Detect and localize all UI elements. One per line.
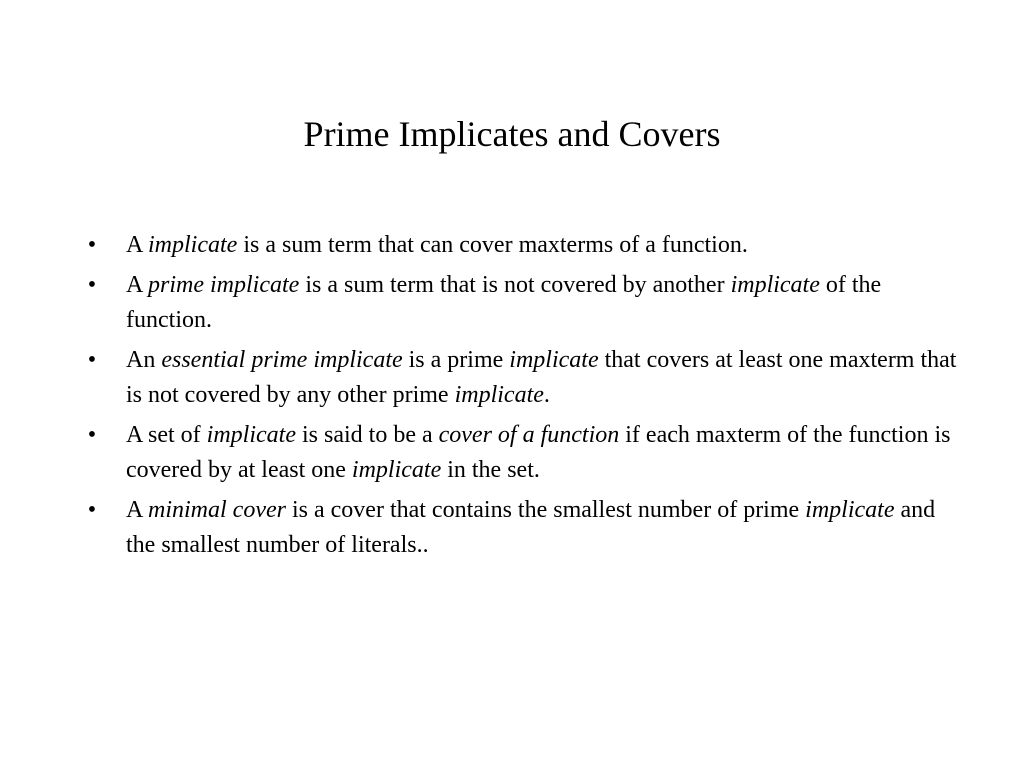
italic-term: implicate: [805, 497, 895, 523]
text-segment: is a prime: [402, 347, 510, 373]
text-segment: is a sum term that can cover maxterms of a function.: [237, 232, 748, 258]
italic-term: cover of a function: [438, 422, 620, 448]
italic-term: implicate: [454, 382, 544, 408]
text-segment: is said to be a: [295, 422, 439, 448]
bullet-item: [82, 418, 962, 488]
italic-term: prime implicate: [148, 272, 300, 298]
bullet-dot: •: [87, 422, 97, 448]
bullet-text: [126, 347, 956, 408]
text-segment: is a cover that contains the smallest number of prime: [285, 497, 806, 523]
text-segment: that covers at least one maxterm that is not covered by any other prime: [126, 347, 957, 408]
bullet-list: [82, 228, 962, 568]
slide-title: Prime Implicates and Covers: [303, 114, 721, 154]
bullet-dot: •: [87, 272, 97, 298]
text-segment: is a sum term that is not covered by another: [299, 272, 731, 298]
bullet-item: [82, 268, 962, 338]
italic-term: implicate: [730, 272, 820, 298]
italic-term: implicate: [148, 232, 238, 258]
text-segment: An: [126, 347, 162, 373]
italic-term: implicate: [509, 347, 599, 373]
bullet-dot: •: [87, 347, 97, 373]
text-segment: of the function.: [126, 272, 882, 333]
text-segment: in the set.: [441, 457, 540, 483]
text-segment: A: [126, 272, 149, 298]
italic-term: implicate: [351, 457, 442, 483]
italic-term: minimal cover: [148, 497, 286, 523]
bullet-text: [126, 272, 881, 333]
text-segment: A: [126, 232, 149, 258]
bullet-text: [126, 422, 950, 483]
text-segment: if each maxterm of the function is covered by at least one: [126, 422, 951, 483]
text-segment: A: [126, 497, 149, 523]
bullet-text: [126, 497, 935, 558]
bullet-text: [126, 232, 748, 258]
bullet-dot: •: [87, 497, 97, 523]
bullet-item: [82, 228, 962, 263]
text-segment: and the smallest number of literals..: [126, 497, 936, 558]
bullet-dot: •: [87, 232, 97, 258]
text-segment: .: [543, 382, 550, 408]
text-segment: A set of: [126, 422, 207, 448]
italic-term: essential prime implicate: [161, 347, 403, 373]
bullet-item: [82, 493, 962, 563]
bullet-item: [82, 343, 962, 413]
italic-term: implicate: [206, 422, 296, 448]
